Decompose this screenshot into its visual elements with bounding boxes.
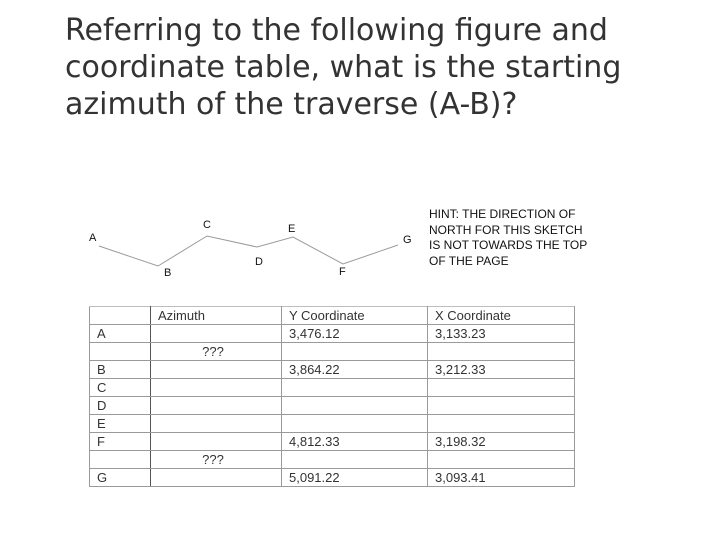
row-e-y xyxy=(282,415,428,433)
azimuth-fg-y xyxy=(282,451,428,469)
table-row xyxy=(90,415,575,433)
azimuth-ab-point xyxy=(90,343,151,361)
row-d-azimuth xyxy=(151,397,282,415)
azimuth-fg-x xyxy=(428,451,575,469)
row-d-point: D xyxy=(90,397,151,415)
table-row xyxy=(90,361,575,379)
row-g-x: 3,093.41 xyxy=(428,469,575,487)
row-c-point: C xyxy=(90,379,151,397)
row-b-x: 3,212.33 xyxy=(428,361,575,379)
point-label-g: G xyxy=(403,234,412,246)
point-label-b: B xyxy=(164,267,172,279)
row-a-point: A xyxy=(90,325,151,343)
azimuth-ab-y xyxy=(282,343,428,361)
header-x: X Coordinate xyxy=(428,307,575,325)
row-e-azimuth xyxy=(151,415,282,433)
point-label-a: A xyxy=(89,232,97,244)
row-f-y: 4,812.33 xyxy=(282,433,428,451)
header-azimuth: Azimuth xyxy=(151,307,282,325)
row-g-y: 5,091.22 xyxy=(282,469,428,487)
point-label-d: D xyxy=(255,256,263,268)
table-row xyxy=(90,451,575,469)
row-b-azimuth xyxy=(151,361,282,379)
point-label-e: E xyxy=(288,223,296,235)
table-row xyxy=(90,397,575,415)
row-c-x xyxy=(428,379,575,397)
table-row xyxy=(90,469,575,487)
table-row xyxy=(90,379,575,397)
row-f-azimuth xyxy=(151,433,282,451)
row-a-y: 3,476.12 xyxy=(282,325,428,343)
row-d-y xyxy=(282,397,428,415)
point-label-c: C xyxy=(203,219,211,231)
row-b-point: B xyxy=(90,361,151,379)
row-g-point: G xyxy=(90,469,151,487)
row-e-x xyxy=(428,415,575,433)
north-hint: HINT: THE DIRECTION OF NORTH FOR THIS SKETCH IS NOT TOWARDS THE TOP OF THE PAGE xyxy=(429,207,588,268)
azimuth-fg-point xyxy=(90,451,151,469)
row-b-y: 3,864.22 xyxy=(282,361,428,379)
header-y: Y Coordinate xyxy=(282,307,428,325)
row-a-azimuth xyxy=(151,325,282,343)
table-header-row xyxy=(90,307,575,325)
header-point xyxy=(90,307,151,325)
row-f-point: F xyxy=(90,433,151,451)
row-c-y xyxy=(282,379,428,397)
row-f-x: 3,198.32 xyxy=(428,433,575,451)
azimuth-ab-x xyxy=(428,343,575,361)
table-row xyxy=(90,325,575,343)
coordinate-table xyxy=(89,306,575,487)
row-g-azimuth xyxy=(151,469,282,487)
azimuth-fg-value: ??? xyxy=(151,451,282,469)
row-a-x: 3,133.23 xyxy=(428,325,575,343)
traverse-line xyxy=(99,236,398,266)
row-c-azimuth xyxy=(151,379,282,397)
azimuth-ab-value: ??? xyxy=(151,343,282,361)
question-text: Referring to the following figure and coordinate table, what is the starting azimuth of the traverse (A-B)? xyxy=(65,13,622,122)
point-label-f: F xyxy=(339,266,346,278)
row-d-x xyxy=(428,397,575,415)
row-e-point: E xyxy=(90,415,151,433)
table-row xyxy=(90,433,575,451)
table-row xyxy=(90,343,575,361)
